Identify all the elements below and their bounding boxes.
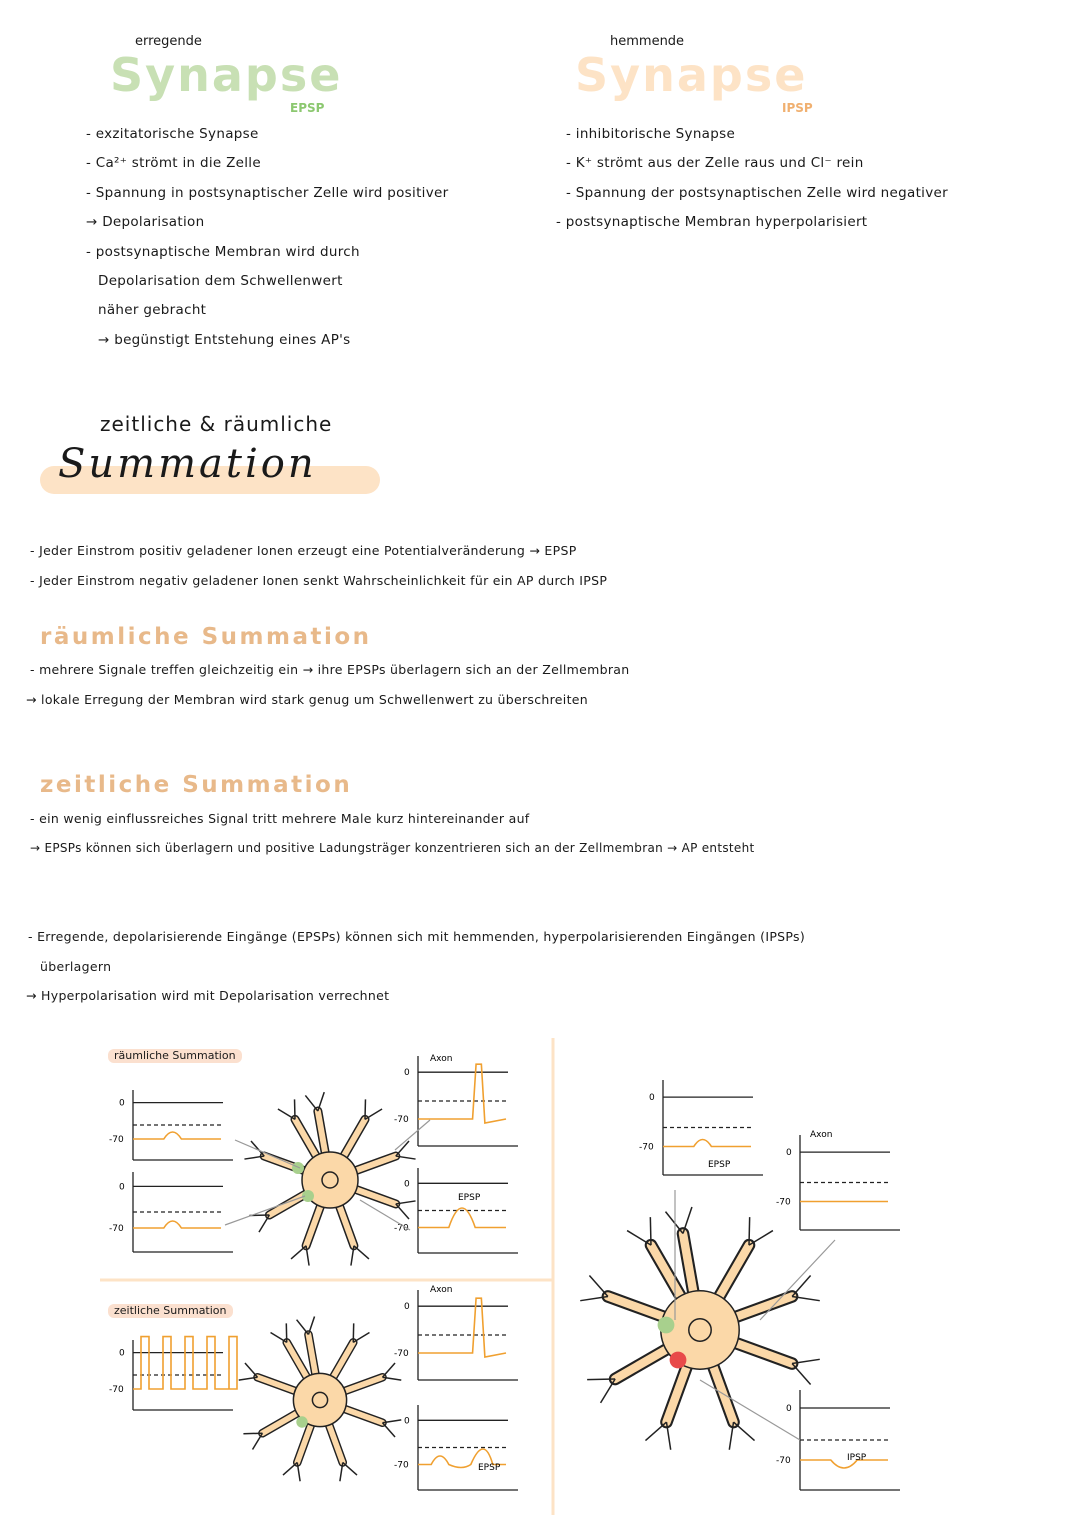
inhibitory-line: - inhibitorische Synapse (566, 126, 736, 142)
zero-tick-label: 0 (786, 1148, 792, 1159)
temporal-heading: zeitliche Summation (40, 772, 353, 798)
zero-tick-label: 0 (119, 1182, 125, 1193)
dendrite-branch (278, 1109, 295, 1119)
combined-line: → Hyperpolarisation wird mit Depolarisation verrechnet (26, 988, 390, 1003)
zero-tick-label: 0 (404, 1068, 410, 1079)
zero-tick-label: 0 (119, 1098, 125, 1109)
potential-plot (776, 1130, 900, 1230)
pointer-line (760, 1240, 835, 1320)
neuron (239, 1317, 402, 1482)
synapse-terminal (670, 1352, 687, 1369)
rest-tick-label: -70 (776, 1197, 791, 1208)
temporal-line: → EPSPs können sich überlagern und positive Ladungsträger konzentrieren sich an der Zellmembran → AP entsteht (30, 841, 755, 855)
rest-tick-label: -70 (109, 1385, 124, 1395)
dendrite-branch (283, 1462, 297, 1475)
potential-trace (133, 1337, 237, 1389)
excitatory-small-title: erregende (135, 34, 202, 49)
dendrite-branch (601, 1379, 616, 1403)
rest-tick-label: -70 (109, 1224, 124, 1234)
axon-label: Axon (430, 1054, 453, 1064)
pointer-line (235, 1140, 300, 1168)
potential-plot (394, 1168, 518, 1253)
dendrite-branch (354, 1246, 369, 1259)
dendrite-branch (245, 1363, 258, 1377)
potential-plot (639, 1080, 763, 1175)
excitatory-line: - Ca²⁺ strömt in die Zelle (86, 155, 261, 171)
pointer-line (225, 1196, 305, 1225)
dendrite-branch (396, 1204, 409, 1219)
inhibitory-small-title: hemmende (610, 34, 685, 49)
inhibitory-line: - postsynaptische Membran hyperpolarisiert (556, 214, 868, 230)
potential-plot (109, 1090, 233, 1160)
neuron (244, 1092, 415, 1265)
potential-trace (800, 1460, 888, 1468)
potential-plot (109, 1172, 233, 1252)
epsp-label: EPSP (708, 1160, 731, 1170)
excitatory-line: - postsynaptische Membran wird durch (86, 244, 360, 260)
zero-tick-label: 0 (119, 1348, 125, 1359)
dendrite-branch (587, 1379, 615, 1380)
spatial-line: → lokale Erregung der Membran wird stark genug um Schwellenwert zu überschreiten (26, 692, 588, 707)
dendrite-branch (645, 1422, 666, 1440)
potential-plot (394, 1285, 518, 1380)
potential-trace (663, 1140, 751, 1147)
zero-tick-label: 0 (649, 1093, 655, 1104)
excitatory-line: - exzitatorische Synapse (86, 126, 259, 142)
inhibitory-line: - Spannung der postsynaptischen Zelle wird negativer (566, 185, 948, 201)
summation-small-title: zeitliche & räumliche (100, 412, 333, 436)
intro-line: - Jeder Einstrom positiv geladener Ionen erzeugt eine Potentialveränderung → EPSP (30, 543, 577, 558)
zero-tick-label: 0 (404, 1302, 410, 1313)
rest-tick-label: -70 (776, 1456, 791, 1466)
epsp-label: EPSP (458, 1193, 481, 1203)
ipsp-tag: IPSP (782, 101, 813, 115)
potential-plot (394, 1054, 518, 1146)
potential-trace (133, 1221, 221, 1228)
dendrite-branch (251, 1141, 264, 1156)
excitatory-line: Depolarisation dem Schwellenwert (98, 273, 343, 289)
dendrite-branch (665, 1212, 682, 1234)
axon-label: Axon (430, 1285, 453, 1295)
axon-label: Axon (810, 1130, 833, 1140)
combined-line: überlagern (40, 959, 112, 974)
dendrite-branch (343, 1462, 357, 1475)
potential-plot (394, 1405, 518, 1490)
rest-tick-label: -70 (394, 1115, 409, 1125)
potential-plot (109, 1337, 237, 1410)
combined-line: - Erregende, depolarisierende Eingänge (EPSPs) können sich mit hemmenden, hyperpolarisierenden Eingängen (IPSPs) (28, 929, 805, 944)
excitatory-line: näher gebracht (98, 302, 207, 318)
zero-tick-label: 0 (786, 1404, 792, 1414)
ipsp-label: IPSP (847, 1453, 867, 1463)
potential-plot (776, 1390, 900, 1490)
summation-title: Summation (58, 441, 317, 487)
dendrite-branch (259, 1215, 269, 1232)
dendrite-branch (589, 1275, 607, 1296)
dendrite-branch (627, 1231, 651, 1246)
dendrite-branch (382, 1363, 395, 1377)
dendrite-branch (305, 1095, 317, 1111)
epsp-tag: EPSP (290, 101, 325, 115)
dendrite-branch (650, 1217, 651, 1245)
zero-tick-label: 0 (404, 1416, 410, 1427)
temporal-diagram-label: zeitliche Summation (108, 1304, 233, 1318)
dendrite-branch (353, 1333, 369, 1343)
potential-trace (418, 1298, 506, 1357)
temporal-line: - ein wenig einflussreiches Signal tritt mehrere Male kurz hintereinander auf (30, 811, 530, 826)
neuron (580, 1207, 820, 1450)
inhibitory-title: Synapse (575, 48, 808, 102)
spatial-diagram-label: räumliche Summation (108, 1049, 242, 1063)
excitatory-line: → begünstigt Entstehung eines AP's (98, 332, 351, 348)
spatial-line: - mehrere Signale treffen gleichzeitig ein → ihre EPSPs überlagern sich an der Zellmembran (30, 662, 630, 677)
dendrite-branch (297, 1320, 309, 1335)
inhibitory-line: - K⁺ strömt aus der Zelle raus und Cl⁻ rein (566, 155, 864, 171)
rest-tick-label: -70 (394, 1349, 409, 1359)
pointer-line (700, 1380, 800, 1440)
synapse-terminal (658, 1317, 675, 1334)
zero-tick-label: 0 (404, 1179, 410, 1190)
synapse-terminal (296, 1416, 307, 1427)
dendrite-branch (365, 1109, 382, 1119)
dendrite-branch (749, 1217, 750, 1245)
spatial-heading: räumliche Summation (40, 624, 372, 650)
intro-line: - Jeder Einstrom negativ geladener Ionen senkt Wahrscheinlichkeit für ein AP durch IPSP (30, 573, 608, 588)
dendrite-branch (792, 1275, 810, 1296)
dendrite-branch (271, 1333, 287, 1343)
potential-trace (418, 1064, 506, 1123)
epsp-label: EPSP (478, 1463, 501, 1473)
synapse-terminal (292, 1162, 304, 1174)
dendrite-branch (734, 1422, 755, 1440)
rest-tick-label: -70 (394, 1223, 409, 1234)
excitatory-line: - Spannung in postsynaptischer Zelle wird positiver (86, 185, 449, 201)
dendrite-branch (253, 1433, 263, 1449)
dendrite-branch (749, 1231, 773, 1246)
rest-tick-label: -70 (639, 1142, 654, 1153)
excitatory-title: Synapse (110, 48, 343, 102)
dendrite-branch (291, 1246, 306, 1259)
rest-tick-label: -70 (109, 1135, 124, 1145)
potential-trace (133, 1132, 221, 1139)
dendrite-branch (382, 1423, 395, 1437)
excitatory-line: → Depolarisation (86, 214, 205, 230)
rest-tick-label: -70 (394, 1460, 409, 1471)
dendrite-branch (792, 1364, 810, 1385)
